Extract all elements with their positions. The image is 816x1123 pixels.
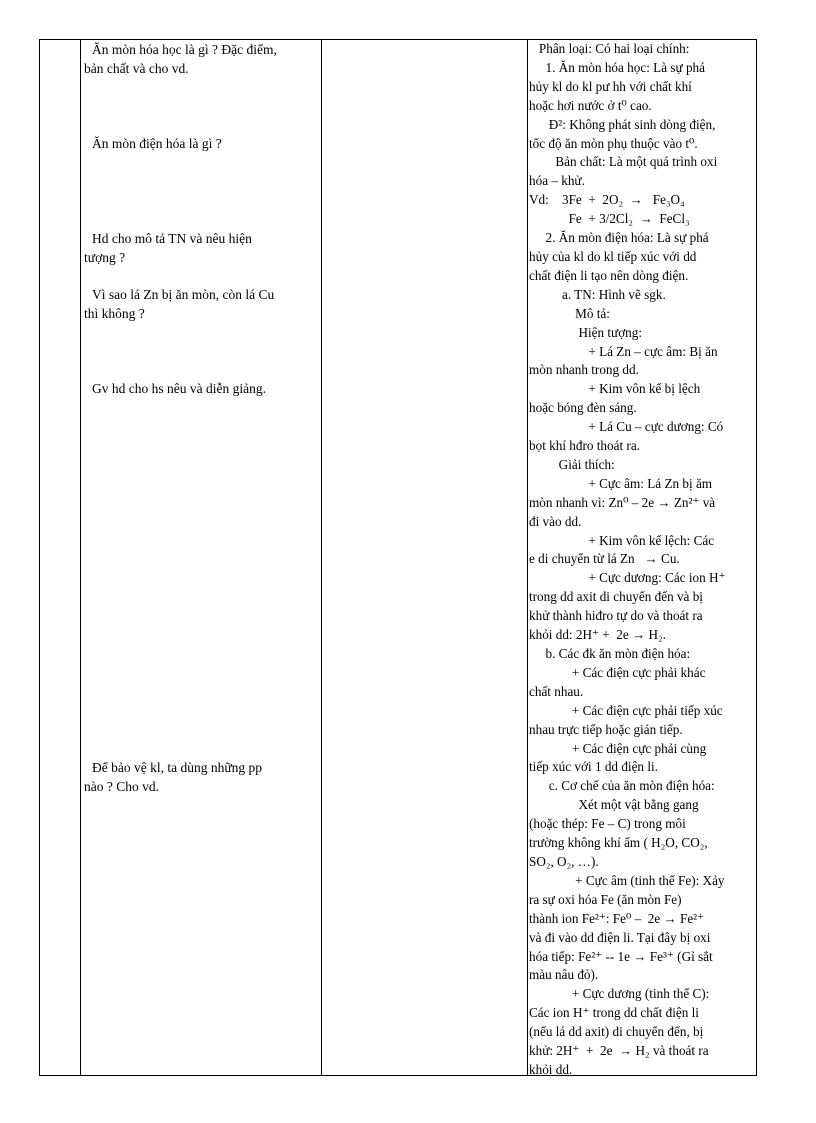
content-line: và đi vào dd điện li. Tại đây bị oxi [529, 929, 711, 945]
content-line: 2. Ăn mòn điện hóa: Là sự phá [529, 230, 709, 246]
content-line: + Kim vôn kế lệch: Các [529, 532, 715, 548]
content-line: hoặc bóng đèn sáng. [529, 400, 637, 416]
question-corrosion-chemical [84, 40, 314, 78]
content-line: Fe + 3/2Cl₂ → FeCl₃ [529, 211, 690, 227]
content-line: + Cực dương: Các ion H⁺ [529, 570, 726, 586]
teacher-activity-column [81, 40, 322, 1076]
content-line: SO₂, O₂, …). [529, 853, 599, 869]
content-line: Vd: 3Fe + 2O₂ → Fe₃O₄ [529, 192, 685, 208]
text-line: Gv hd cho hs nêu và diễn giảng. [92, 381, 266, 396]
text-line: thì không ? [84, 306, 145, 321]
content-line: + Các điện cực phải khác [529, 664, 706, 680]
content-text [529, 40, 751, 1080]
text-line: Ăn mòn điện hóa là gì ? [92, 136, 222, 151]
content-line: e di chuyển từ lá Zn → Cu. [529, 551, 680, 567]
content-line: ra sự oxi hóa Fe (ăn mòn Fe) [529, 891, 682, 907]
content-line: 1. Ăn mòn hóa học: Là sự phá [529, 59, 705, 75]
content-line: a. TN: Hình vẽ sgk. [529, 286, 666, 302]
content-line: màu nâu đỏ). [529, 967, 599, 983]
content-line: Các ion H⁺ trong dd chất điện li [529, 1005, 699, 1021]
content-line: + Các điện cực phải tiếp xúc [529, 702, 723, 718]
text-line: Để bảo vệ kl, ta dùng những pp [92, 760, 263, 775]
content-line: khử: 2H⁺ + 2e → H₂ và thoát ra [529, 1043, 709, 1059]
content-line: bọt khí hđro thoát ra. [529, 438, 640, 454]
content-line: mòn nhanh trong dd. [529, 362, 639, 378]
content-line: + Cực âm (tinh thể Fe): Xảy [529, 872, 725, 888]
text-line: tượng ? [84, 250, 126, 265]
content-line: Phân loại: Có hai loại chính: [529, 41, 690, 56]
text-line: Ăn mòn hóa học là gì ? Đặc điểm, [92, 42, 277, 57]
content-line: nhau trực tiếp hoặc gián tiếp. [529, 721, 683, 737]
content-line: hoặc hơi nước ở t⁰ cao. [529, 97, 652, 113]
student-activity-column [322, 40, 528, 1076]
text-line: Hd cho mô tả TN và nêu hiện [92, 231, 252, 246]
question-corrosion-electrochemical [84, 134, 314, 153]
content-line: Hiện tượng: [529, 324, 643, 340]
content-line: hóa tiếp: Fe²⁺ -- 1e → Fe³⁺ (Gỉ sắt [529, 948, 713, 964]
content-line: Đ²: Không phát sinh dòng điện, [529, 116, 716, 132]
content-line: (nếu lá dd axit) di chuyển đến, bị [529, 1024, 704, 1040]
content-line: đi vào dd. [529, 513, 582, 529]
text-line: Vì sao lá Zn bị ăn mòn, còn lá Cu [92, 287, 275, 302]
content-line: hóa – khử. [529, 173, 585, 189]
content-line: khử thành hiđro tự do và thoát ra [529, 608, 703, 624]
content-line: thành ion Fe²⁺: Fe⁰ – 2e → Fe²⁺ [529, 910, 705, 926]
content-line: (hoặc thép: Fe – C) trong môi [529, 816, 686, 832]
content-line: khỏi dd: 2H⁺ + 2e → H₂. [529, 627, 666, 643]
question-protection [84, 758, 314, 796]
content-line: + Các điện cực phải cùng [529, 740, 707, 756]
content-line: b. Các đk ăn mòn điện hóa: [529, 646, 691, 661]
content-line: trường không khí ẩm ( H₂O, CO₂, [529, 835, 708, 851]
content-line: Xét một vật bằng gang [529, 797, 699, 813]
content-line: khỏi dd. [529, 1061, 573, 1077]
question-zn-cu [84, 285, 314, 323]
content-line: + Cực âm: Lá Zn bị ăm [529, 475, 713, 491]
content-line: + Kim vôn kế bị lệch [529, 381, 701, 397]
content-line: mòn nhanh vì: Zn⁰ – 2e → Zn²⁺ và [529, 494, 716, 510]
question-experiment [84, 229, 314, 267]
content-line: Bản chất: Là một quá trình oxi [529, 154, 718, 170]
content-line: hủy kl do kl pư hh với chất khí [529, 78, 692, 94]
content-line: Giải thích: [529, 456, 615, 472]
content-line: c. Cơ chế của ăn mòn điện hóa: [529, 778, 715, 794]
content-line: trong dd axit di chuyển đến và bị [529, 589, 703, 605]
content-line: chất nhau. [529, 683, 584, 699]
content-line: Mô tả: [529, 305, 610, 321]
content-line: chất điện li tạo nên dòng điện. [529, 267, 689, 283]
content-line: + Lá Zn – cực âm: Bị ăn [529, 343, 718, 359]
content-line: + Cực dương (tinh thể C): [529, 986, 710, 1002]
content-line: + Lá Cu – cực dương: Có [529, 419, 724, 435]
teacher-guide-note [84, 379, 314, 398]
content-line: hủy của kl do kl tiếp xúc với dd [529, 248, 697, 264]
text-line: bản chất và cho vd. [84, 61, 189, 76]
content-line: tốc độ ăn mòn phụ thuộc vào t⁰. [529, 135, 698, 151]
content-line: tiếp xúc với 1 dd điện li. [529, 759, 658, 775]
index-column [40, 40, 81, 1076]
text-line: nào ? Cho vd. [84, 779, 159, 794]
